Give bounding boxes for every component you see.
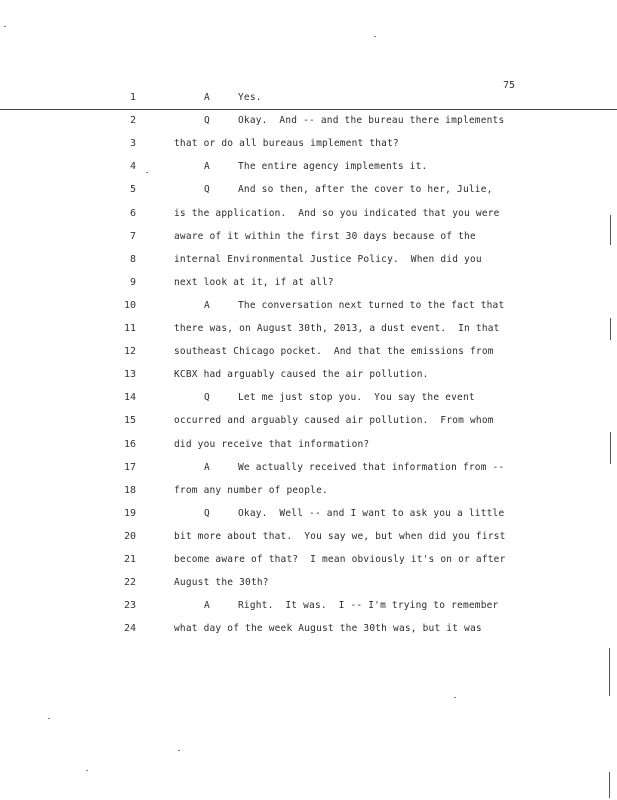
speaker-label: Q xyxy=(204,507,210,519)
line-text: Yes. xyxy=(238,92,262,103)
line-text: Okay. And -- and the bureau there implements xyxy=(238,115,505,127)
transcript-line xyxy=(0,367,617,383)
transcript-line xyxy=(0,136,617,152)
transcript-line xyxy=(0,437,617,453)
line-text: And so then, after the cover to her, Julie, xyxy=(238,184,493,196)
transcript-line xyxy=(0,321,617,337)
line-text: next look at it, if at all? xyxy=(174,276,334,288)
transcript-line xyxy=(0,598,617,614)
transcript-line xyxy=(0,529,617,545)
transcript-line xyxy=(0,413,617,429)
line-text: The conversation next turned to the fact that xyxy=(238,299,505,311)
line-number: 8 xyxy=(129,253,136,265)
scan-mark xyxy=(610,215,611,245)
transcript-line xyxy=(0,621,617,637)
line-number: 13 xyxy=(123,369,136,381)
line-number: 23 xyxy=(123,600,136,612)
line-number: 1 xyxy=(129,92,136,103)
line-number: 3 xyxy=(129,138,136,150)
line-number: 18 xyxy=(123,484,136,496)
scan-speck xyxy=(48,718,50,719)
header-rule xyxy=(0,109,617,110)
speaker-label: A xyxy=(204,92,210,103)
line-text: Okay. Well -- and I want to ask you a little xyxy=(238,507,505,519)
line-number: 16 xyxy=(123,438,136,450)
speaker-label: Q xyxy=(204,115,210,127)
line-text: internal Environmental Justice Policy. When did you xyxy=(174,253,482,265)
transcript-line xyxy=(0,460,617,476)
line-text: southeast Chicago pocket. And that the emissions from xyxy=(174,346,494,358)
transcript-line xyxy=(0,275,617,291)
line-text: occurred and arguably caused air pollution. From whom xyxy=(174,415,494,427)
scan-speck xyxy=(4,26,6,27)
line-text: that or do all bureaus implement that? xyxy=(174,138,399,150)
scan-speck xyxy=(178,750,180,751)
line-number: 9 xyxy=(129,276,136,288)
speaker-label: Q xyxy=(204,184,210,196)
line-number: 15 xyxy=(123,415,136,427)
speaker-label: A xyxy=(204,600,210,612)
transcript-line xyxy=(0,113,617,129)
line-text: KCBX had arguably caused the air pollution. xyxy=(174,369,429,381)
line-text: did you receive that information? xyxy=(174,438,370,450)
line-text: We actually received that information from -- xyxy=(238,461,505,473)
line-text: become aware of that? I mean obviously it's on or after xyxy=(174,554,506,565)
transcript-line xyxy=(0,90,617,106)
transcript-line xyxy=(0,483,617,499)
line-text: is the application. And so you indicated that you were xyxy=(174,207,500,219)
speaker-label: A xyxy=(204,299,210,311)
line-number: 4 xyxy=(129,161,136,173)
line-number: 24 xyxy=(123,623,136,635)
transcript-line xyxy=(0,206,617,222)
transcript-line xyxy=(0,229,617,245)
transcript-line xyxy=(0,506,617,522)
speaker-label: Q xyxy=(204,392,210,404)
line-number: 7 xyxy=(129,230,136,242)
scan-speck xyxy=(146,172,148,173)
line-text: August the 30th? xyxy=(174,577,269,589)
scan-mark xyxy=(609,648,610,696)
transcript-line xyxy=(0,344,617,360)
line-text: Let me just stop you. You say the event xyxy=(238,392,475,404)
line-text: what day of the week August the 30th was, but it was xyxy=(174,623,482,635)
line-number: 20 xyxy=(123,530,136,542)
scan-speck xyxy=(86,770,88,771)
line-text: bit more about that. You say we, but when did you first xyxy=(174,530,506,542)
speaker-label: A xyxy=(204,461,210,473)
scan-speck xyxy=(454,697,456,698)
transcript-line xyxy=(0,182,617,198)
line-number: 14 xyxy=(123,392,136,404)
line-number: 22 xyxy=(123,577,136,589)
scan-mark xyxy=(610,318,611,340)
line-text: aware of it within the first 30 days because of the xyxy=(174,230,476,242)
line-text: there was, on August 30th, 2013, a dust event. In that xyxy=(174,323,500,334)
transcript-line xyxy=(0,552,617,568)
line-number: 6 xyxy=(129,207,136,219)
line-number: 5 xyxy=(129,184,136,196)
transcript-line xyxy=(0,159,617,175)
line-text: Right. It was. I -- I'm trying to remember xyxy=(238,600,499,612)
line-number: 11 xyxy=(123,323,136,334)
line-text: The entire agency implements it. xyxy=(238,161,428,173)
line-text: from any number of people. xyxy=(174,484,328,496)
line-number: 17 xyxy=(123,461,136,473)
transcript-line xyxy=(0,390,617,406)
scan-mark xyxy=(609,772,610,798)
transcript-line xyxy=(0,252,617,268)
line-number: 19 xyxy=(123,507,136,519)
line-number: 2 xyxy=(129,115,136,127)
line-number: 12 xyxy=(123,346,136,358)
transcript-line xyxy=(0,575,617,591)
scan-speck xyxy=(374,36,376,37)
line-number: 10 xyxy=(123,299,136,311)
page-number: 75 xyxy=(503,80,516,91)
scan-mark xyxy=(610,432,611,464)
speaker-label: A xyxy=(204,161,210,173)
transcript-line xyxy=(0,298,617,314)
line-number: 21 xyxy=(123,554,136,565)
